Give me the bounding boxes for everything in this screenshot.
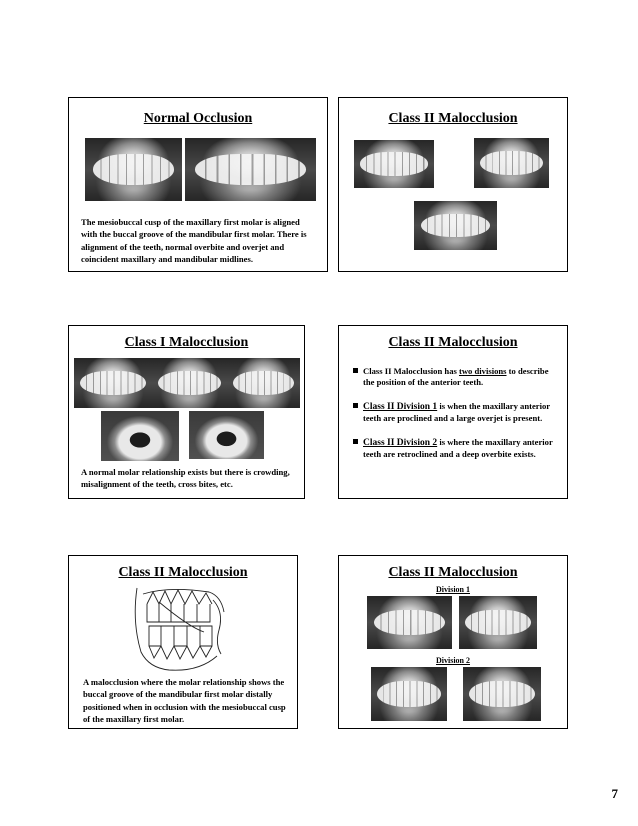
bullet-list: [353, 366, 557, 473]
teeth-photo: [459, 596, 537, 649]
square-bullet-icon: [353, 439, 358, 444]
slide-normal-occlusion: [68, 97, 328, 272]
slide-title: Class II Malocclusion: [388, 565, 518, 580]
teeth-photo: [85, 138, 182, 201]
slide-class-i-malocclusion: [68, 325, 305, 499]
bullet-item: Class II Division 1 is when the maxillary anterior teeth are proclined and a large overjet is present.: [353, 401, 557, 424]
teeth-photo: [354, 140, 434, 188]
square-bullet-icon: [353, 368, 358, 373]
bullet-item: Class II Division 2 is where the maxillary anterior teeth are retroclined and a deep overbite exists.: [353, 437, 557, 460]
slide-class-ii-diagram: [68, 555, 298, 729]
division-1-label: Division 1: [435, 585, 470, 594]
division-2-label: Division 2: [435, 656, 470, 665]
teeth-photo: [371, 667, 447, 721]
page-number: 7: [611, 786, 618, 801]
teeth-photo: [463, 667, 541, 721]
slide-caption: A normal molar relationship exists but there is crowding, misalignment of the teeth, cross bites, etc.: [81, 467, 290, 490]
slide-title: Normal Occlusion: [143, 111, 253, 126]
molar-relationship-drawing: [129, 582, 229, 674]
teeth-photo: [152, 358, 227, 408]
slide-class-ii-divisions: [338, 325, 568, 499]
slide-title: Class II Malocclusion: [118, 565, 248, 580]
bullet-item: Class II Malocclusion has two divisions to describe the position of the anterior teeth.: [353, 366, 557, 388]
teeth-photo: [185, 138, 316, 201]
square-bullet-icon: [353, 403, 358, 408]
teeth-photo: [474, 138, 549, 188]
slide-class-ii-photos: [338, 97, 568, 272]
slide-title: Class I Malocclusion: [124, 335, 249, 350]
teeth-photo: [414, 201, 497, 250]
slide-class-ii-division-photos: [338, 555, 568, 729]
dental-arch-photo: [101, 411, 179, 461]
slide-title: Class II Malocclusion: [388, 335, 518, 350]
slide-title: Class II Malocclusion: [388, 111, 518, 126]
slide-caption: A malocclusion where the molar relationship shows the buccal groove of the mandibular first molar distally positioned when in occlusion with the mesiobuccal cusp of the maxillary first molar.: [83, 677, 286, 725]
teeth-photo: [227, 358, 300, 408]
teeth-photo: [74, 358, 152, 408]
dental-arch-photo: [189, 411, 264, 459]
slide-caption: The mesiobuccal cusp of the maxillary first molar is aligned with the buccal groove of the mandibular first molar. There is alignment of the teeth, normal overbite and overjet and coincident maxillary and mandibular midlines.: [81, 217, 307, 265]
teeth-photo: [367, 596, 452, 649]
